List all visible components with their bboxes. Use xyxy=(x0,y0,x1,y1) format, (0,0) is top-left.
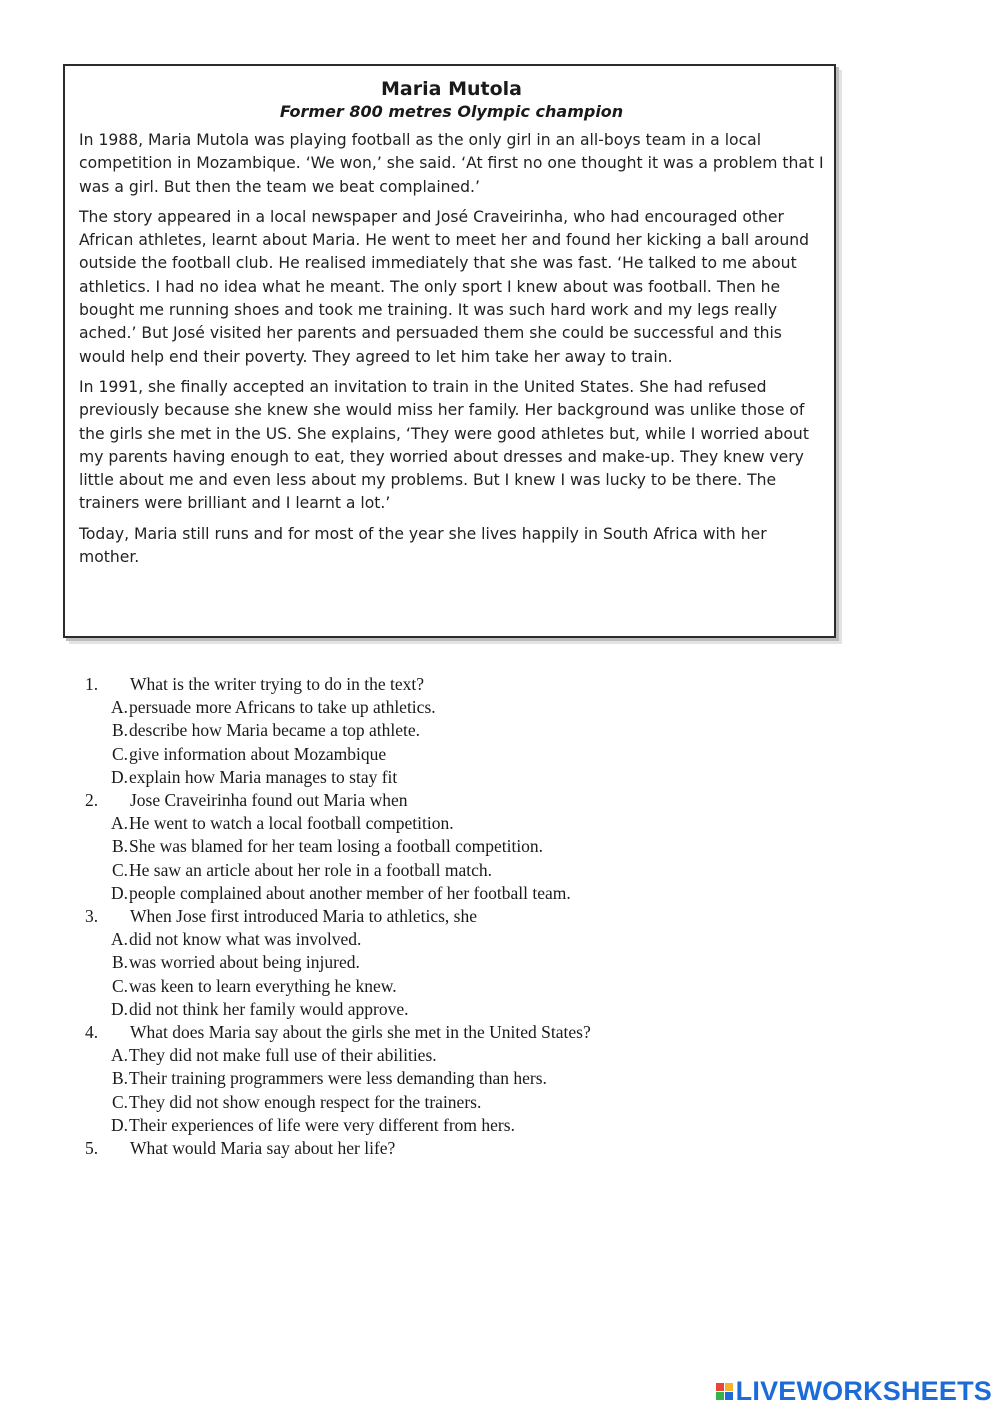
passage-paragraph-3: In 1991, she finally accepted an invitation to train in the United States. She had refused previously because she knew she would miss her family. Her background was unlike those of the girls she met in the US. She explains, ‘They were good athletes but, while I worried about my parents having enough to eat, they worried about dresses and make-up. They knew very little about me and even less about my problems. But I knew I was lucky to be there. The trainers were brilliant and I learnt a lot.’ xyxy=(79,377,809,513)
passage-title: Maria Mutola xyxy=(381,78,522,100)
question-5 xyxy=(82,1137,802,1160)
answer-option[interactable] xyxy=(82,812,802,835)
answer-option[interactable] xyxy=(82,743,802,766)
question-list xyxy=(82,673,802,1160)
question-number: 1. xyxy=(85,674,99,694)
option-text: did not know what was involved. xyxy=(129,929,362,950)
question-text: What does Maria say about the girls she met in the United States? xyxy=(130,1022,591,1043)
question-4 xyxy=(82,1021,802,1137)
question-text: What would Maria say about her life? xyxy=(130,1138,396,1159)
option-text: explain how Maria manages to stay fit xyxy=(129,766,398,787)
option-text: He saw an article about her role in a football match. xyxy=(129,859,492,880)
option-text: He went to watch a local football competition. xyxy=(129,813,454,834)
option-letter: D. xyxy=(110,998,128,1019)
answer-option[interactable] xyxy=(82,1114,802,1137)
option-letter: B. xyxy=(111,836,128,857)
option-text: They did not show enough respect for the trainers. xyxy=(129,1091,482,1112)
passage-paragraph-2: The story appeared in a local newspaper and José Craveirinha, who had encouraged other African athletes, learnt about Maria. He went to meet her and found her kicking a ball around outside the football club. He realised immediately that she was fast. ‘He talked to me about athletics. I had no idea what he meant. The only sport I knew about was football. Then he bought me running shoes and took me training. It was such hard work and my legs really ached.’ But José visited her parents and persuaded them she could be successful and this would help end their poverty. They agreed to let him take her away to train. xyxy=(79,207,810,366)
answer-option[interactable] xyxy=(82,1067,802,1090)
question-number: 3. xyxy=(85,906,99,927)
option-text: Their training programmers were less demanding than hers. xyxy=(129,1068,547,1089)
option-text: She was blamed for her team losing a football competition. xyxy=(129,836,544,857)
logo-square-yellow xyxy=(725,1383,733,1391)
option-letter: C. xyxy=(111,1091,128,1112)
option-letter: A. xyxy=(110,929,128,950)
option-text: did not think her family would approve. xyxy=(129,998,409,1019)
option-letter: C. xyxy=(111,975,128,996)
question-2 xyxy=(82,789,802,905)
option-letter: C. xyxy=(111,859,128,880)
option-text: give information about Mozambique xyxy=(129,743,387,764)
option-letter: D. xyxy=(110,1114,128,1135)
option-letter: A. xyxy=(110,697,128,718)
question-number: 5. xyxy=(85,1138,99,1159)
answer-option[interactable] xyxy=(82,1091,802,1114)
question-3 xyxy=(82,905,802,1021)
option-letter: D. xyxy=(110,882,128,903)
question-number: 4. xyxy=(85,1022,99,1043)
option-letter: B. xyxy=(111,720,128,741)
answer-option[interactable] xyxy=(82,975,802,998)
option-text: persuade more Africans to take up athletics. xyxy=(129,697,436,718)
question-text: When Jose first introduced Maria to athletics, she xyxy=(130,906,477,927)
answer-option[interactable] xyxy=(82,719,802,742)
option-text: They did not make full use of their abilities. xyxy=(129,1045,437,1066)
answer-option[interactable] xyxy=(82,951,802,974)
option-text: was keen to learn everything he knew. xyxy=(129,975,397,996)
option-letter: B. xyxy=(111,1068,128,1089)
answer-option[interactable] xyxy=(82,1044,802,1067)
option-letter: A. xyxy=(110,1045,128,1066)
reading-passage-box xyxy=(63,64,836,638)
question-text: Jose Craveirinha found out Maria when xyxy=(130,790,408,811)
logo-square-green xyxy=(716,1392,724,1400)
question-1 xyxy=(82,673,802,789)
logo-square-red xyxy=(716,1383,724,1391)
option-text: describe how Maria became a top athlete. xyxy=(129,720,421,741)
logo-text: LIVEWORKSHEETS xyxy=(735,1376,992,1406)
question-number: 2. xyxy=(85,790,99,811)
liveworksheets-logo-icon xyxy=(716,1383,733,1400)
option-letter: A. xyxy=(110,813,128,834)
option-letter: D. xyxy=(110,766,128,787)
option-text: people complained about another member of her football team. xyxy=(129,882,571,903)
option-text: Their experiences of life were very different from hers. xyxy=(129,1114,515,1135)
option-letter: B. xyxy=(111,952,128,973)
answer-option[interactable] xyxy=(82,766,802,789)
answer-option[interactable] xyxy=(82,835,802,858)
answer-option[interactable] xyxy=(82,998,802,1021)
answer-option[interactable] xyxy=(82,928,802,951)
logo-square-blue xyxy=(725,1392,733,1400)
passage-paragraph-1: In 1988, Maria Mutola was playing football as the only girl in an all-boys team in a local competition in Mozambique. ‘We won,’ she said. ‘At first no one thought it was a problem that I was a girl. But then the team we beat complained.’ xyxy=(79,131,824,196)
passage-subtitle: Former 800 metres Olympic champion xyxy=(279,102,624,121)
answer-option[interactable] xyxy=(82,696,802,719)
liveworksheets-logo xyxy=(716,1375,992,1407)
option-letter: C. xyxy=(111,743,128,764)
answer-option[interactable] xyxy=(82,859,802,882)
passage-paragraph-4: Today, Maria still runs and for most of the year she lives happily in South Africa with her mother. xyxy=(79,524,767,567)
option-text: was worried about being injured. xyxy=(129,952,360,973)
answer-option[interactable] xyxy=(82,882,802,905)
question-text: What is the writer trying to do in the text? xyxy=(130,674,425,694)
